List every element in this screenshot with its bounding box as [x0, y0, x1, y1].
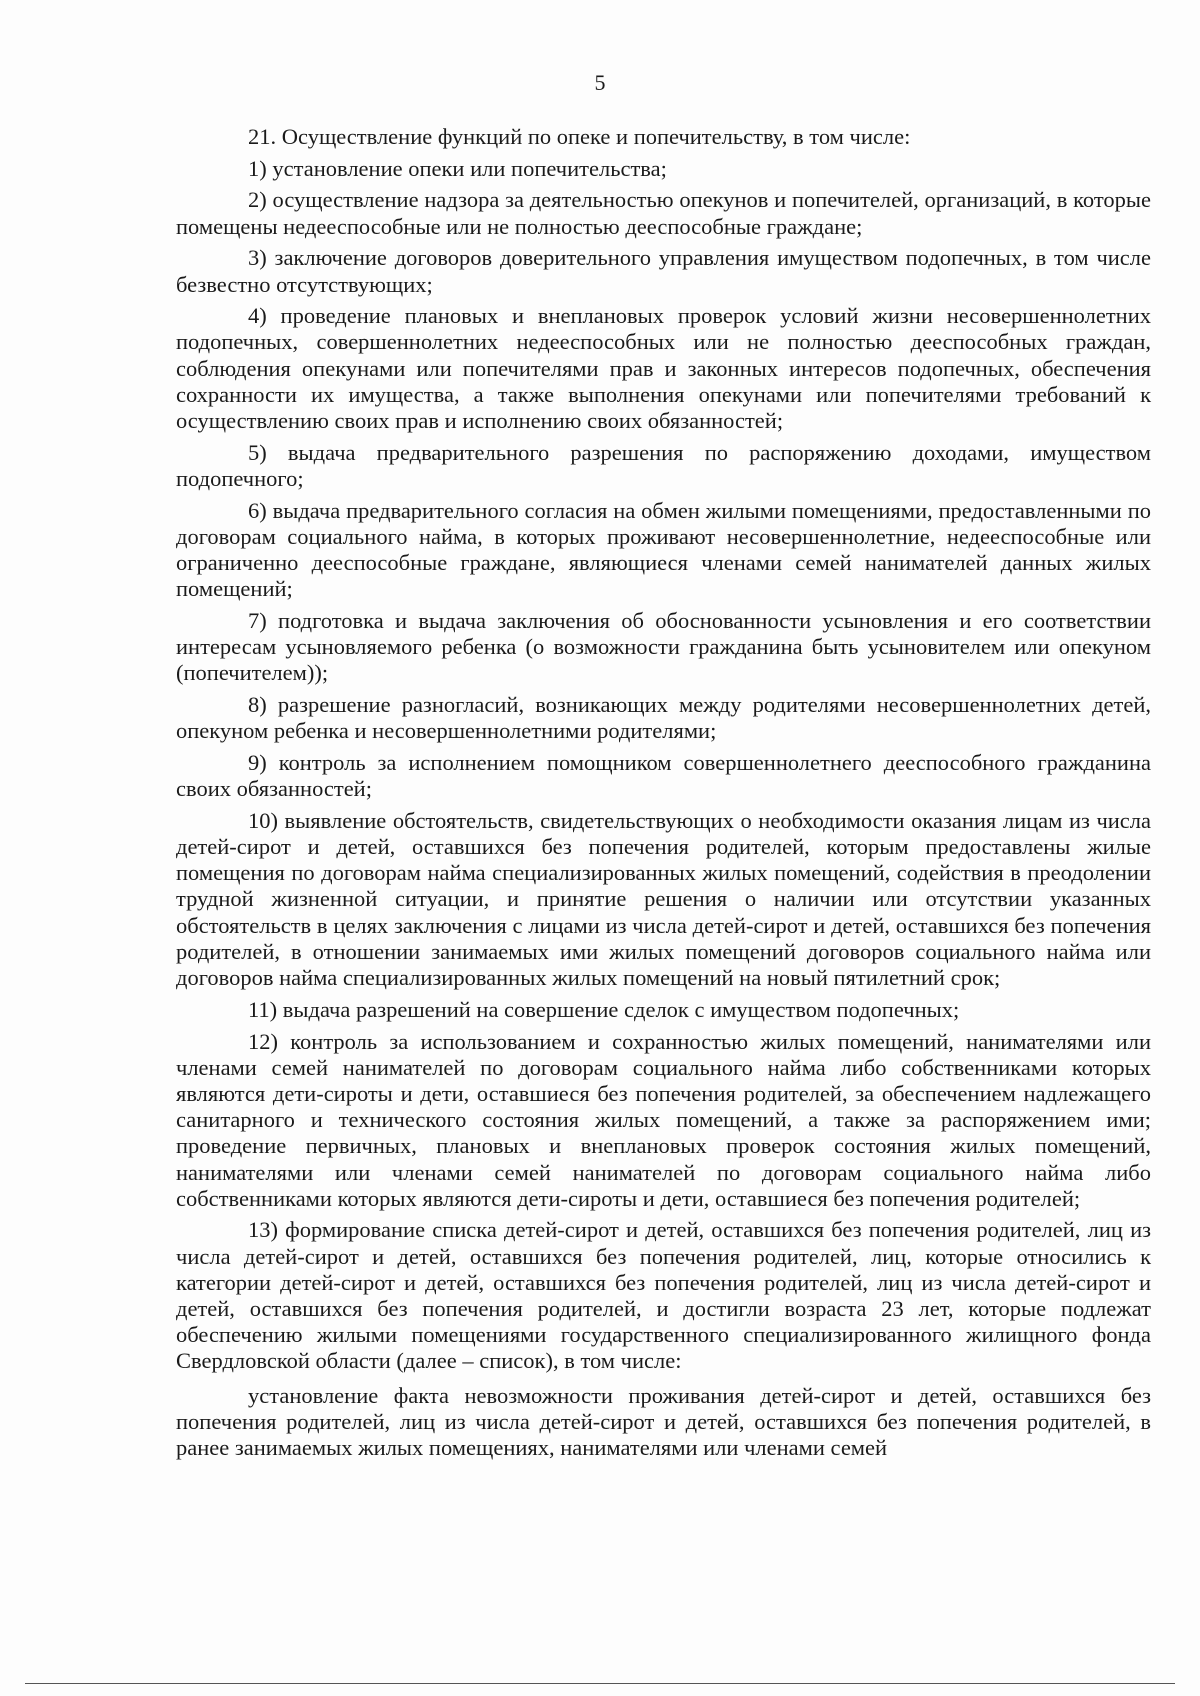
bottom-scan-edge: [25, 1683, 1175, 1684]
paragraph-21: 21. Осуществление функций по опеке и попечительству, в том числе:: [248, 124, 911, 149]
list-item-11: 11) выдача разрешений на совершение сделок с имуществом подопечных;: [248, 996, 960, 1022]
list-item-4: 4) проведение плановых и внеплановых проверок условий жизни несовершеннолетних подопечных, совершеннолетних недееспособных или не полностью дееспособных граждан, соблюдения опекунами или попечителями прав и законных интересов подопечных, обеспечения сохранности их имущества, а также выполнения опекунами или попечителями требований к осуществлению своих прав и исполнению своих обязанностей;: [176, 303, 1151, 434]
list-item-7: 7) подготовка и выдача заключения об обоснованности усыновления и его соответствии интересам усыновляемого ребенка (о возможности гражданина быть усыновителем или опекуном (попечителем));: [176, 607, 1151, 686]
list-item-5: 5) выдача предварительного разрешения по распоряжению доходами, имуществом подопечного;: [176, 439, 1151, 491]
document-body: [176, 124, 1151, 1467]
list-item-13: 13) формирование списка детей-сирот и детей, оставшихся без попечения родителей, лиц из числа детей-сирот и детей, оставшихся без попечения родителей, лиц, которые относились к категории детей-сирот и детей, оставшихся без попечения родителей, лиц из числа детей-сирот и детей, оставшихся без попечения родителей, и достигли возраста 23 лет, которые подлежат обеспечению жилыми помещениями государственного специализированного жилищного фонда Свердловской области (далее – список), в том числе:: [176, 1217, 1151, 1374]
list-item-3: 3) заключение договоров доверительного управления имуществом подопечных, в том числе безвестно отсутствующих;: [176, 245, 1151, 297]
list-item-9: 9) контроль за исполнением помощником совершеннолетнего дееспособного гражданина своих обязанностей;: [176, 749, 1151, 802]
list-item-6: 6) выдача предварительного согласия на обмен жилыми помещениями, предоставленными по договорам социального найма, в которых проживают несовершеннолетние, недееспособные или ограниченно дееспособные граждане, являющиеся членами семей нанимателей данных жилых помещений;: [176, 497, 1151, 602]
sub-item-paragraph: установление факта невозможности проживания детей-сирот и детей, оставшихся без попечения родителей, лиц из числа детей-сирот и детей, оставшихся без попечения родителей, в ранее занимаемых жилых помещениях, нанимателями или членами семей: [176, 1382, 1151, 1461]
list-item-1: 1) установление опеки или попечительства;: [248, 155, 667, 181]
list-item-8: 8) разрешение разногласий, возникающих между родителями несовершеннолетних детей, опекуном ребенка и несовершеннолетними родителями;: [176, 692, 1151, 744]
list-item-12: 12) контроль за использованием и сохранностью жилых помещений, нанимателями или членами семей нанимателей по договорам социального найма либо собственниками которых являются дети-сироты и дети, оставшиеся без попечения родителей, за обеспечением надлежащего санитарного и технического состояния жилых помещений, а также за распоряжением ими; проведение первичных, плановых и внеплановых проверок состояния жилых помещений, нанимателями или членами семей нанимателей по договорам социального найма либо собственниками которых являются дети-сироты и дети, оставшиеся без попечения родителей;: [176, 1028, 1151, 1211]
page-number: 5: [594, 70, 606, 95]
list-item-10: 10) выявление обстоятельств, свидетельствующих о необходимости оказания лицам из числа детей-сирот и детей, оставшихся без попечения родителей, которым предоставлены жилые помещения по договорам найма специализированных жилых помещений, содействия в преодолении трудной жизненной ситуации, и принятие решения о наличии или отсутствии указанных обстоятельств в целях заключения с лицами из числа детей-сирот и детей, оставшихся без попечения родителей, в отношении занимаемых ими жилых помещений договоров социального найма или договоров найма специализированных жилых помещений на новый пятилетний срок;: [176, 807, 1151, 991]
list-item-2: 2) осуществление надзора за деятельностью опекунов и попечителей, организаций, в которые помещены недееспособные или не полностью дееспособные граждане;: [176, 187, 1151, 239]
